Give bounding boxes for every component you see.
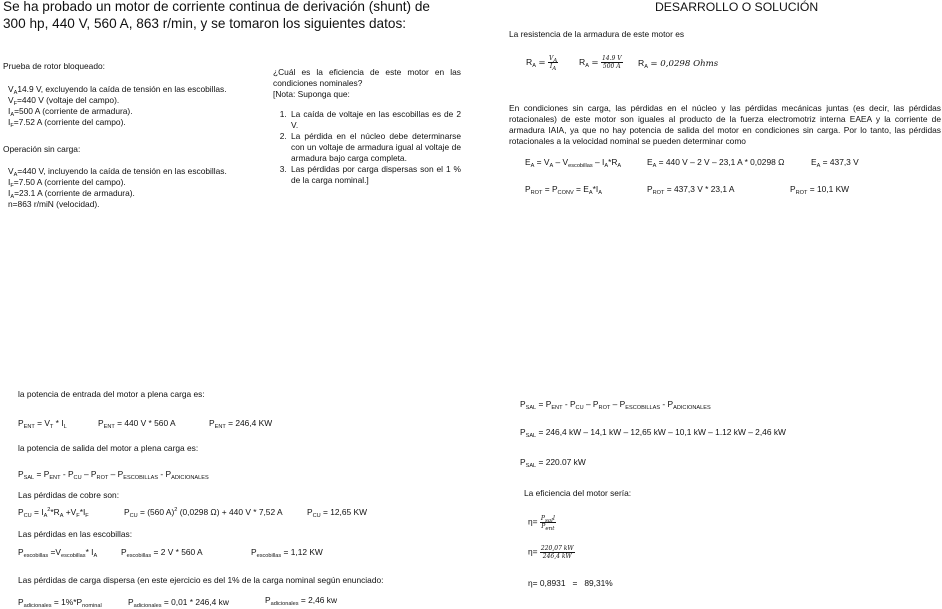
eta-result: η= 0,8931 = 89,31% — [528, 578, 613, 588]
psal-result: $P_{SAL} = 220.07$ kW — [520, 457, 586, 469]
question-item-1: 1. La caída de voltaje en las escobillas es de 2 V. — [289, 109, 461, 131]
blocked-line-vf: $V_F=440$ V (voltaje del campo). — [8, 95, 120, 107]
noload-line-va: $V_A=440$ V, incluyendo la caída de tensión en las escobillas. — [8, 166, 227, 178]
psal-formula-right: $P_{SAL} = P_{ENT} - P_{CU} - P_{ROT} - P_{ESCOBILLAS} - P_{ADICIONALES}$ — [520, 399, 711, 411]
blocked-rotor-heading: Prueba de rotor bloqueado: — [3, 61, 105, 71]
blocked-line-if: $I_F=7.52$ A (corriente del campo). — [8, 117, 126, 129]
padd-formula-2: $P_{adicionales} = 0,01 * 246,4$ kw — [128, 597, 229, 609]
pent-formula-2: $P_{ENT} = 440$ V * 560 A — [98, 418, 176, 430]
stray-heading: Las pérdidas de carga dispersa (en este ejercicio es del 1% de la carga nominal según enunciado: — [18, 575, 384, 585]
brushes-heading: Las pérdidas en las escobillas: — [18, 529, 133, 539]
padd-result: $P_{adicionales} = 2,46$ kw — [265, 595, 338, 607]
noload-line-ia: $I_A=23.1$ A (corriente de armadura). — [8, 188, 135, 200]
question-note: [Nota: Suponga que: — [273, 89, 350, 99]
noload-data — [8, 166, 227, 210]
padd-formula-1: $P_{adicionales} = 1\%*P_{nominal}$ — [18, 597, 102, 609]
pent-formula-1: $P_{ENT} = V_T * I_L$ — [18, 418, 67, 430]
noload-line-n: n=863 r/miN (velocidad). — [8, 199, 100, 209]
noload-heading: Operación sin carga: — [3, 144, 81, 154]
output-power-heading: la potencia de salida del motor a plena carga es: — [18, 443, 199, 453]
efficiency-heading: La eficiencia del motor sería: — [524, 488, 632, 498]
prot-formula-2: $P_{ROT} = 437,3$ V * 23,1 A — [647, 184, 735, 196]
question-block — [273, 67, 461, 186]
pcu-formula-2: $P_{CU} = (560$ A)$^2$ (0,0298 Ω) + 440 V * 7,52 A — [124, 507, 283, 519]
ea-formula-1: $E_A = V_A - V_{escobillas} - I_A*R_A$ — [525, 157, 622, 169]
ea-formula-2: $E_A = 440$ V – 2 V – 23,1 A * 0,0298 Ω — [647, 157, 785, 169]
pcu-result: $P_{CU} = 12,65$ KW — [307, 507, 368, 519]
pent-result: $P_{ENT} = 246,4$ KW — [209, 418, 273, 430]
ra-formula-2: $R_A$ = $\frac{14.9 V}{500 A}$ — [579, 55, 622, 70]
question-text: ¿Cuál es la eficiencia de este motor en las condiciones nominales? — [273, 67, 461, 88]
question-item-2: 2. La pérdida en el núcleo debe determinarse con un voltaje de armadura igual al voltaje de armadura bajo carga completa. — [289, 131, 461, 164]
blocked-rotor-data — [8, 84, 227, 128]
pesc-result: $P_{escobillas} = 1,12$ KW — [251, 547, 323, 559]
pcu-formula-1: $P_{CU} = I_A^2*R_A +V_F*I_F$ — [18, 507, 89, 519]
copper-heading: Las pérdidas de cobre son: — [18, 490, 120, 500]
ra-intro: La resistencia de la armadura de este motor es — [509, 29, 685, 39]
pesc-formula-2: $P_{escobillas} = 2$ V * 560 A — [121, 547, 203, 559]
eta-formula-1: η= $\frac{P_{sal}l}{P_{ent}}$ — [528, 515, 555, 532]
blocked-line-va: $V_A14.9$ V, excluyendo la caída de tensión en las escobillas. — [8, 84, 227, 96]
blocked-line-ia: $I_A=500$ A (corriente de armadura). — [8, 106, 133, 118]
prot-result: $P_{ROT} = 10,1$ KW — [790, 184, 850, 196]
problem-title: Se ha probado un motor de corriente continua de derivación (shunt) de 300 hp, 440 V, 560 A, 863 r/min, y se tomaron los siguientes datos: — [3, 0, 430, 31]
question-item-3: 3. Las pérdidas por carga dispersas son el 1 % de la carga nominal.] — [289, 164, 461, 186]
ea-result: $E_A = 437,3$ V — [811, 157, 859, 169]
input-power-heading: la potencia de entrada del motor a plena carga es: — [18, 389, 205, 399]
ra-formula-1: $R_A$ = $\frac{V_A}{I_A}$ — [526, 55, 558, 72]
solution-header: DESARROLLO O SOLUCIÓN — [655, 0, 819, 14]
psal-formula: $P_{SAL} = P_{ENT} - P_{CU} - P_{ROT} - P_{ESCOBILLAS} - P_{ADICIONALES}$ — [18, 469, 209, 481]
noload-line-if: $I_F=7.50$ A (corriente del campo). — [8, 177, 126, 189]
pesc-formula-1: $P_{escobillas} =V_{escobillas}*$ $I_A$ — [18, 547, 98, 559]
prot-formula-1: $P_{ROT} = P_{CONV} = E_A*I_A$ — [525, 184, 602, 196]
psal-substitution: $P_{SAL} = 246,4$ kW – 14,1 kW – 12,65 kW – 10,1 kW – 1.12 kW – 2,46 kW — [520, 427, 786, 439]
rotational-paragraph: En condiciones sin carga, las pérdidas en el núcleo y las pérdidas mecánicas juntas (es decir, las pérdidas rotacionales) de este motor son iguales al producto de la fuerza electromotriz interna EAEA y la corriente de armadura IAIA, ya que no hay potencia de salida del motor en condiciones sin carga. Por lo tanto, las pérdidas rotacionales a la velocidad nominal se pueden determinar como — [509, 103, 941, 146]
eta-formula-2: η= $\frac{220,07 kW}{246,4 kW}$ — [528, 545, 574, 560]
ra-result: $R_A = 0,0298$ Ohms — [638, 58, 719, 70]
